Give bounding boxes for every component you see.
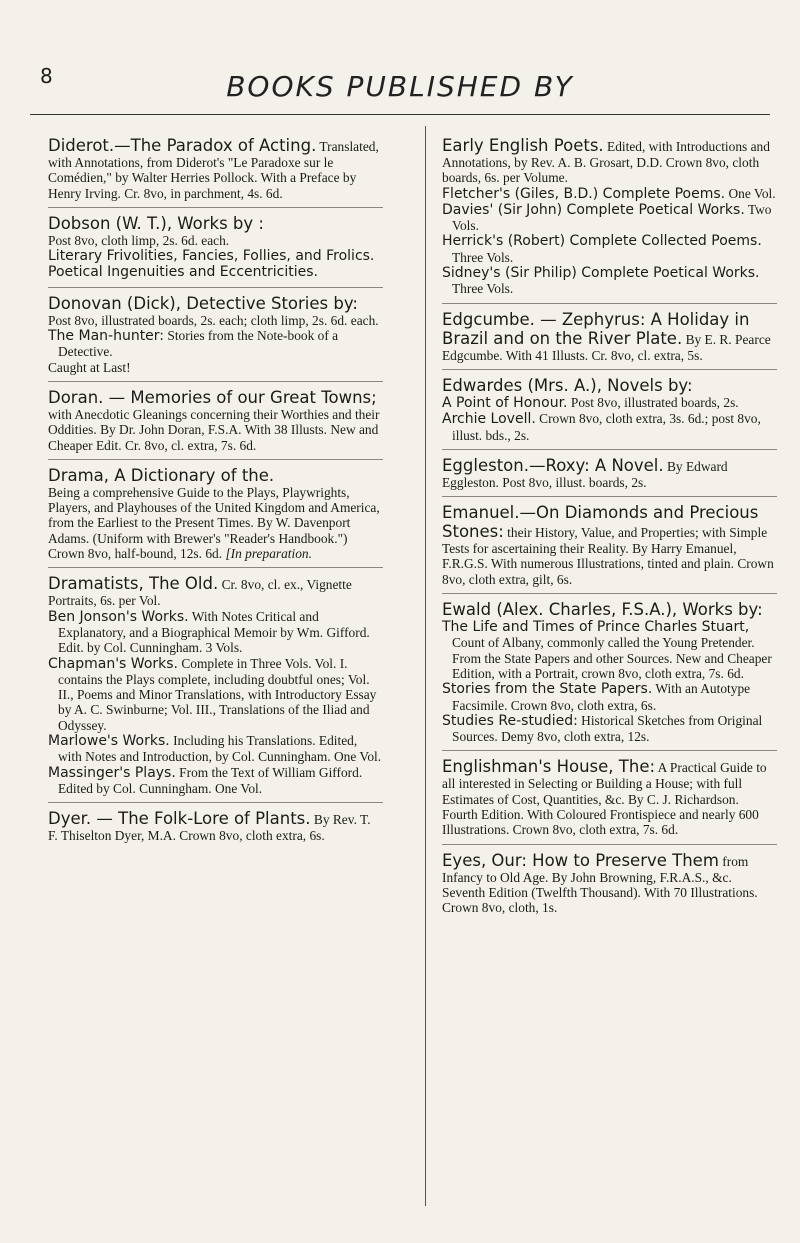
entry-early-english-poets	[442, 130, 777, 304]
work-item	[442, 202, 777, 234]
work-details: Three Vols.	[452, 249, 514, 265]
entry-description: Translated, with Annotations, from Diderot's "Le Paradoxe sur le Comédien," by Walter Herries Pollock. With a Preface by Henry Irving. Cr. 8vo, in parchment, 4s. 6d.	[48, 139, 379, 201]
work-title: Davies' (Sir John) Complete Poetical Works.	[442, 201, 745, 218]
work-item	[48, 656, 383, 733]
right-column	[442, 130, 777, 922]
entry-heading: Edwardes (Mrs. A.), Novels by:	[442, 375, 693, 395]
entry-description: Edited, with Introductions and Annotations, by Rev. A. B. Grosart, D.D. Crown 8vo, cloth boards, 6s. per Volume.	[442, 139, 770, 186]
entry-ewald	[442, 594, 777, 751]
entry-heading: Doran. — Memories of our Great Towns;	[48, 387, 377, 407]
entry-emanuel	[442, 497, 777, 594]
work-title: Stories from the State Papers.	[442, 681, 653, 698]
page-header	[30, 64, 770, 115]
work-item	[442, 186, 777, 202]
work-details: Crown 8vo, cloth extra, 3s. 6d.; post 8vo, illust. bds., 2s.	[452, 411, 761, 443]
entry-description: Cr. 8vo, cl. ex., Vignette Portraits, 6s. per Vol.	[48, 577, 352, 609]
work-title: Caught at Last!	[48, 359, 131, 375]
column-divider	[425, 126, 426, 1206]
entry-heading: Eyes, Our: How to Preserve Them	[442, 850, 719, 870]
entry-heading: Dramatists, The Old.	[48, 574, 219, 594]
work-item	[442, 681, 777, 713]
entry-eyes	[442, 845, 777, 922]
entry-heading: Eggleston.—Roxy: A Novel.	[442, 455, 664, 475]
work-details: From the Text of William Gifford. Edited by Col. Cunningham. One Vol.	[58, 764, 363, 796]
entry-heading: Emanuel.—On Diamonds and Precious Stones:	[442, 503, 759, 542]
entry-description: with Anecdotic Gleanings concerning their Worthies and their Oddities. By Dr. John Doran, F.S.A. With 38 Illusts. New and Cheaper Edit. Cr. 8vo, cl. extra, 7s. 6d.	[48, 406, 380, 453]
work-title: Studies Re-studied:	[442, 712, 578, 729]
work-details: Three Vols.	[452, 281, 514, 297]
entry-heading: Dobson (W. T.), Works by :	[48, 213, 264, 233]
entry-description: By E. R. Pearce Edgcumbe. With 41 Illusts. Cr. 8vo, cl. extra, 5s.	[442, 331, 771, 363]
entry-description: Post 8vo, illustrated boards, 2s. each; cloth limp, 2s. 6d. each.	[48, 312, 379, 328]
entry-drama	[48, 460, 383, 568]
work-details: One Vol.	[728, 185, 776, 201]
work-details: Complete in Three Vols. Vol. I. contains the Plays complete, including doubtful ones; Vol. II., Poems and Minor Translations, with Introductory Essay by A. C. Swinburne; Vol. III., Translations of the Iliad and Odyssey.	[58, 655, 377, 733]
work-item	[48, 765, 383, 797]
work-details: Including his Translations. Edited, with Notes and Introduction, by Col. Cunningham. One Vol.	[58, 733, 382, 765]
entry-description: Being a comprehensive Guide to the Plays, Playwrights, Players, and Playhouses of the United Kingdom and America, from the Earliest to the Present Times. By W. Davenport Adams. (Uniform with Brewer's "Reader's Handbook.") Crown 8vo, half-bound, 12s. 6d.	[48, 484, 380, 562]
work-details: With an Autotype Facsimile. Crown 8vo, cloth extra, 6s.	[452, 681, 751, 713]
work-title: Herrick's (Robert) Complete Collected Poems.	[442, 233, 762, 250]
entry-doran	[48, 382, 383, 460]
work-item	[48, 264, 383, 280]
entry-edgcumbe	[442, 304, 777, 370]
running-head: BOOKS PUBLISHED BY	[226, 70, 574, 103]
entry-diderot	[48, 130, 383, 208]
work-title: The Man-hunter:	[48, 328, 165, 345]
work-item	[48, 609, 383, 656]
work-title: The Life and Times of Prince Charles Stuart,	[442, 619, 750, 636]
entry-edwardes	[442, 370, 777, 450]
entry-description: from Infancy to Old Age. By John Browning, F.R.A.S., &c. Seventh Edition (Twelfth Thousand). With 70 Illustrations. Crown 8vo, cloth, 1s.	[442, 853, 758, 916]
entry-heading: Englishman's House, The:	[442, 757, 656, 777]
work-item	[442, 233, 777, 265]
work-details: With Notes Critical and Explanatory, and a Biographical Memoir by Wm. Gifford. Edit. by Col. Cunningham. 3 Vols.	[58, 608, 370, 656]
entry-heading: Drama, A Dictionary of the.	[48, 465, 275, 485]
entry-dyer	[48, 803, 383, 849]
entry-dobson	[48, 208, 383, 288]
work-title: Fletcher's (Giles, B.D.) Complete Poems.	[442, 185, 726, 202]
work-item	[442, 411, 777, 443]
entry-description: A Practical Guide to all interested in Selecting or Building a House; with full Estimates of Cost, Quantities, &c. By C. J. Richardson. Fourth Edition. With Coloured Frontispiece and nearly 600 Illustrations. Crown 8vo, cloth extra, 7s. 6d.	[442, 760, 767, 838]
work-title: Poetical Ingenuities and Eccentricities.	[48, 264, 318, 281]
page-number: 8	[40, 64, 53, 88]
entry-heading: Edgcumbe. — Zephyrus: A Holiday in Brazil and on the River Plate.	[442, 309, 750, 348]
work-details: Count of Albany, commonly called the Young Pretender. From the State Papers and other Sources. New and Cheaper Edition, with a Portrait, crown 8vo, cloth extra, 7s. 6d.	[452, 635, 772, 681]
work-title: Massinger's Plays.	[48, 764, 176, 781]
work-item	[442, 619, 777, 681]
work-title: Literary Frivolities, Fancies, Follies, and Frolics.	[48, 248, 375, 265]
work-title: Chapman's Works.	[48, 655, 178, 672]
preparation-note: [In preparation.	[225, 546, 312, 562]
work-details: Historical Sketches from Original Sources. Demy 8vo, cloth extra, 12s.	[452, 712, 763, 745]
entry-description: By Edward Eggleston. Post 8vo, illust. boards, 2s.	[442, 458, 728, 490]
entry-heading: Diderot.—The Paradox of Acting.	[48, 136, 317, 155]
left-column	[48, 130, 383, 850]
work-title: Sidney's (Sir Philip) Complete Poetical Works.	[442, 265, 760, 282]
entry-description: their History, Value, and Properties; with Simple Tests for ascertaining their Reality. By Harry Emanuel, F.R.G.S. With numerous Illustrations, tinted and plain. Crown 8vo, cloth extra, gilt, 6s.	[442, 525, 774, 587]
work-details: Two Vols.	[452, 201, 772, 234]
work-item	[48, 328, 383, 360]
entry-englishmans-house	[442, 751, 777, 844]
entry-eggleston	[442, 450, 777, 497]
entry-donovan	[48, 288, 383, 382]
work-title: A Point of Honour.	[442, 394, 568, 411]
work-item	[48, 360, 383, 375]
work-title: Ben Jonson's Works.	[48, 608, 189, 625]
entry-dramatists	[48, 568, 383, 803]
work-item	[442, 713, 777, 745]
work-item	[48, 733, 383, 765]
work-details: Post 8vo, illustrated boards, 2s.	[570, 394, 739, 410]
work-item	[442, 265, 777, 297]
entry-heading: Dyer. — The Folk-Lore of Plants.	[48, 809, 311, 829]
work-item	[48, 248, 383, 264]
entry-description: Post 8vo, cloth limp, 2s. 6d. each.	[48, 232, 230, 248]
work-title: Archie Lovell.	[442, 411, 536, 428]
entry-heading: Donovan (Dick), Detective Stories by:	[48, 293, 358, 313]
entry-description: By Rev. T. F. Thiselton Dyer, M.A. Crown 8vo, cloth extra, 6s.	[48, 812, 371, 844]
entry-heading: Ewald (Alex. Charles, F.S.A.), Works by:	[442, 600, 763, 620]
entry-heading: Early English Poets.	[442, 136, 604, 155]
work-details: Stories from the Note-book of a Detective.	[58, 328, 339, 360]
work-title: Marlowe's Works.	[48, 733, 170, 750]
work-item	[442, 395, 777, 411]
